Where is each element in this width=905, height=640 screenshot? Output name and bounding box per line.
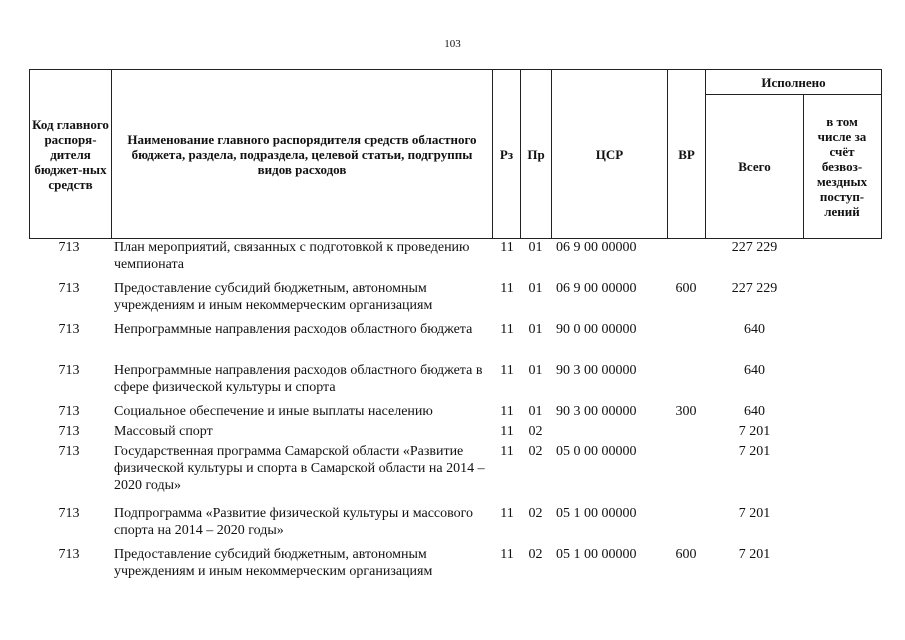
row-csr: 06 9 00 00000: [556, 240, 637, 255]
row-rz: 11: [500, 506, 514, 521]
row-rz: 11: [500, 240, 514, 255]
row-total: 7 201: [738, 444, 771, 459]
row-pr: 01: [528, 363, 543, 378]
row-pr: 01: [528, 240, 543, 255]
row-total: 640: [744, 404, 765, 419]
row-vr: 600: [675, 547, 697, 562]
row-pr: 02: [528, 424, 543, 439]
row-pr: 02: [528, 547, 543, 562]
row-csr: 05 1 00 00000: [556, 547, 637, 562]
row-rz: 11: [500, 444, 514, 459]
page-number: 103: [444, 38, 461, 50]
header-free-receipts: в том числе за счёт безвоз-мездных поступ-лений: [816, 114, 868, 219]
row-code: 713: [58, 281, 80, 296]
row-name: Государственная программа Самарской области «Развитие физической культуры и спорта в Самарской области на 2014 – 2020 годы»: [114, 444, 485, 493]
row-vr: 300: [675, 404, 697, 419]
row-total: 227 229: [731, 240, 778, 255]
row-csr: 06 9 00 00000: [556, 281, 637, 296]
row-rz: 11: [500, 322, 514, 337]
row-total: 7 201: [738, 424, 771, 439]
table-header: [29, 69, 882, 239]
row-pr: 01: [528, 404, 543, 419]
row-pr: 02: [528, 506, 543, 521]
row-name: Подпрограмма «Развитие физической культуры и массового спорта на 2014 – 2020 годы»: [114, 506, 474, 538]
row-rz: 11: [500, 281, 514, 296]
row-rz: 11: [500, 404, 514, 419]
header-csr: ЦСР: [595, 146, 624, 162]
row-pr: 01: [528, 281, 543, 296]
row-code: 713: [58, 363, 80, 378]
header-name: Наименование главного распорядителя средств областного бюджета, раздела, подраздела, целевой статьи, подгруппы видов расходов: [127, 131, 477, 177]
row-pr: 01: [528, 322, 543, 337]
row-pr: 02: [528, 444, 543, 459]
row-code: 713: [58, 424, 80, 439]
header-total: Всего: [738, 159, 771, 174]
row-total: 640: [744, 322, 765, 337]
row-code: 713: [58, 506, 80, 521]
row-total: 7 201: [738, 547, 771, 562]
row-code: 713: [58, 240, 80, 255]
row-code: 713: [58, 547, 80, 562]
row-name: План мероприятий, связанных с подготовкой к проведению чемпионата: [114, 240, 470, 272]
row-code: 713: [58, 404, 80, 419]
row-csr: 90 0 00 00000: [556, 322, 637, 337]
row-code: 713: [58, 444, 80, 459]
row-rz: 11: [500, 363, 514, 378]
row-total: 7 201: [738, 506, 771, 521]
row-rz: 11: [500, 547, 514, 562]
row-total: 227 229: [731, 281, 778, 296]
row-name: Предоставление субсидий бюджетным, автономным учреждениям и иным некоммерческим организациям: [114, 547, 433, 579]
row-csr: 90 3 00 00000: [556, 363, 637, 378]
header-executed: Исполнено: [761, 74, 826, 90]
header-pr: Пр: [527, 146, 545, 162]
row-name: Предоставление субсидий бюджетным, автономным учреждениям и иным некоммерческим организациям: [114, 281, 433, 313]
row-csr: 05 1 00 00000: [556, 506, 637, 521]
row-csr: 05 0 00 00000: [556, 444, 637, 459]
row-total: 640: [744, 363, 765, 378]
row-name: Непрограммные направления расходов областного бюджета в сфере физической культуры и спорта: [114, 363, 483, 395]
header-vr: ВР: [678, 146, 695, 162]
row-code: 713: [58, 322, 80, 337]
header-rz: Рз: [499, 146, 514, 162]
row-vr: 600: [675, 281, 697, 296]
row-name: Массовый спорт: [114, 424, 213, 439]
row-csr: 90 3 00 00000: [556, 404, 637, 419]
row-rz: 11: [500, 424, 514, 439]
row-name: Непрограммные направления расходов областного бюджета: [114, 322, 473, 337]
header-code: Код главного распоря-дителя бюджет-ных средств: [32, 116, 109, 192]
row-name: Социальное обеспечение и иные выплаты населению: [114, 404, 433, 419]
